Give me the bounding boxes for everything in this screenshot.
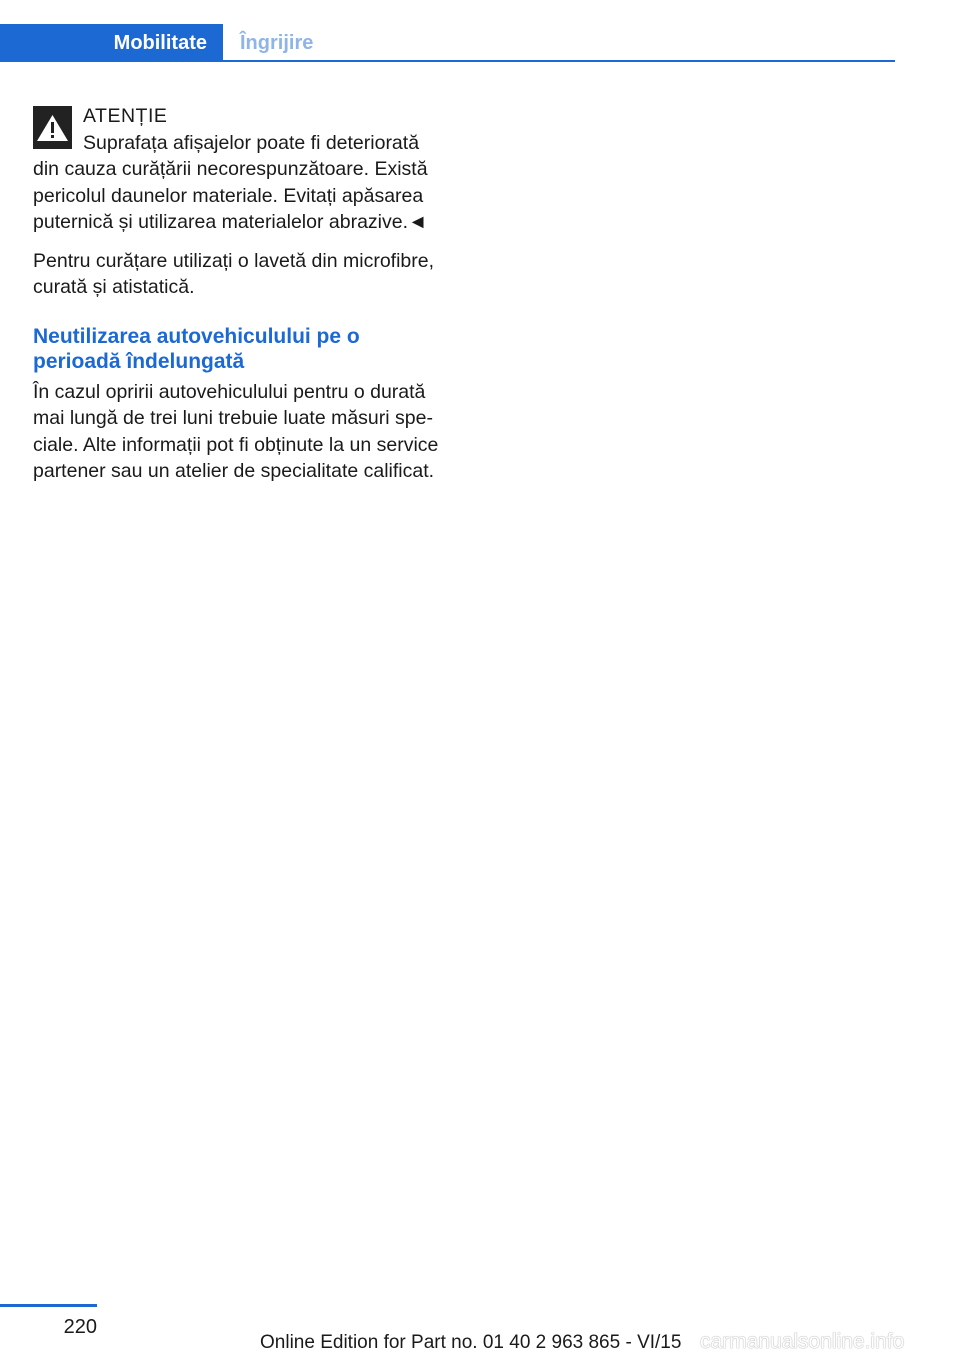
section-heading: Neutilizarea autovehiculului pe o perioadă îndelungată — [33, 324, 360, 373]
warning-text: Suprafața afișajelor poate fi deteriorată din cauza curățării necorespunzătoare. Există pericolul daunelor materiale. Evitați apăsarea puternică și utilizarea materialelor abrazive.◄ — [33, 131, 428, 233]
tab-ingrijire-label: Îngrijire — [240, 31, 314, 54]
cleaning-paragraph: Pentru curățare utilizați o lavetă din microfibre, curată și atistatică. — [33, 249, 435, 298]
edition-note: Online Edition for Part no. 01 40 2 963 865 - VI/15 — [260, 1332, 682, 1353]
page-content — [33, 103, 448, 485]
tab-ingrijire[interactable] — [240, 24, 313, 62]
header-divider — [0, 60, 895, 62]
warning-block — [33, 103, 448, 236]
page-header — [0, 24, 895, 62]
footer-divider — [0, 1304, 97, 1307]
section-paragraph: În cazul opririi autovehiculului pentru o durată mai lungă de trei luni trebuie luate măsuri speciale. Alte informații pot fi obținute la un service partener sau un atelier de specialitate calificat. — [33, 380, 439, 482]
page-number: 220 — [63, 1316, 97, 1338]
warning-title: ATENȚIE — [83, 105, 168, 127]
watermark: carmanualsonline.info — [700, 1330, 905, 1353]
tab-mobilitate-label: Mobilitate — [113, 31, 207, 54]
tab-mobilitate[interactable] — [0, 24, 223, 62]
warning-triangle-icon — [33, 106, 72, 149]
